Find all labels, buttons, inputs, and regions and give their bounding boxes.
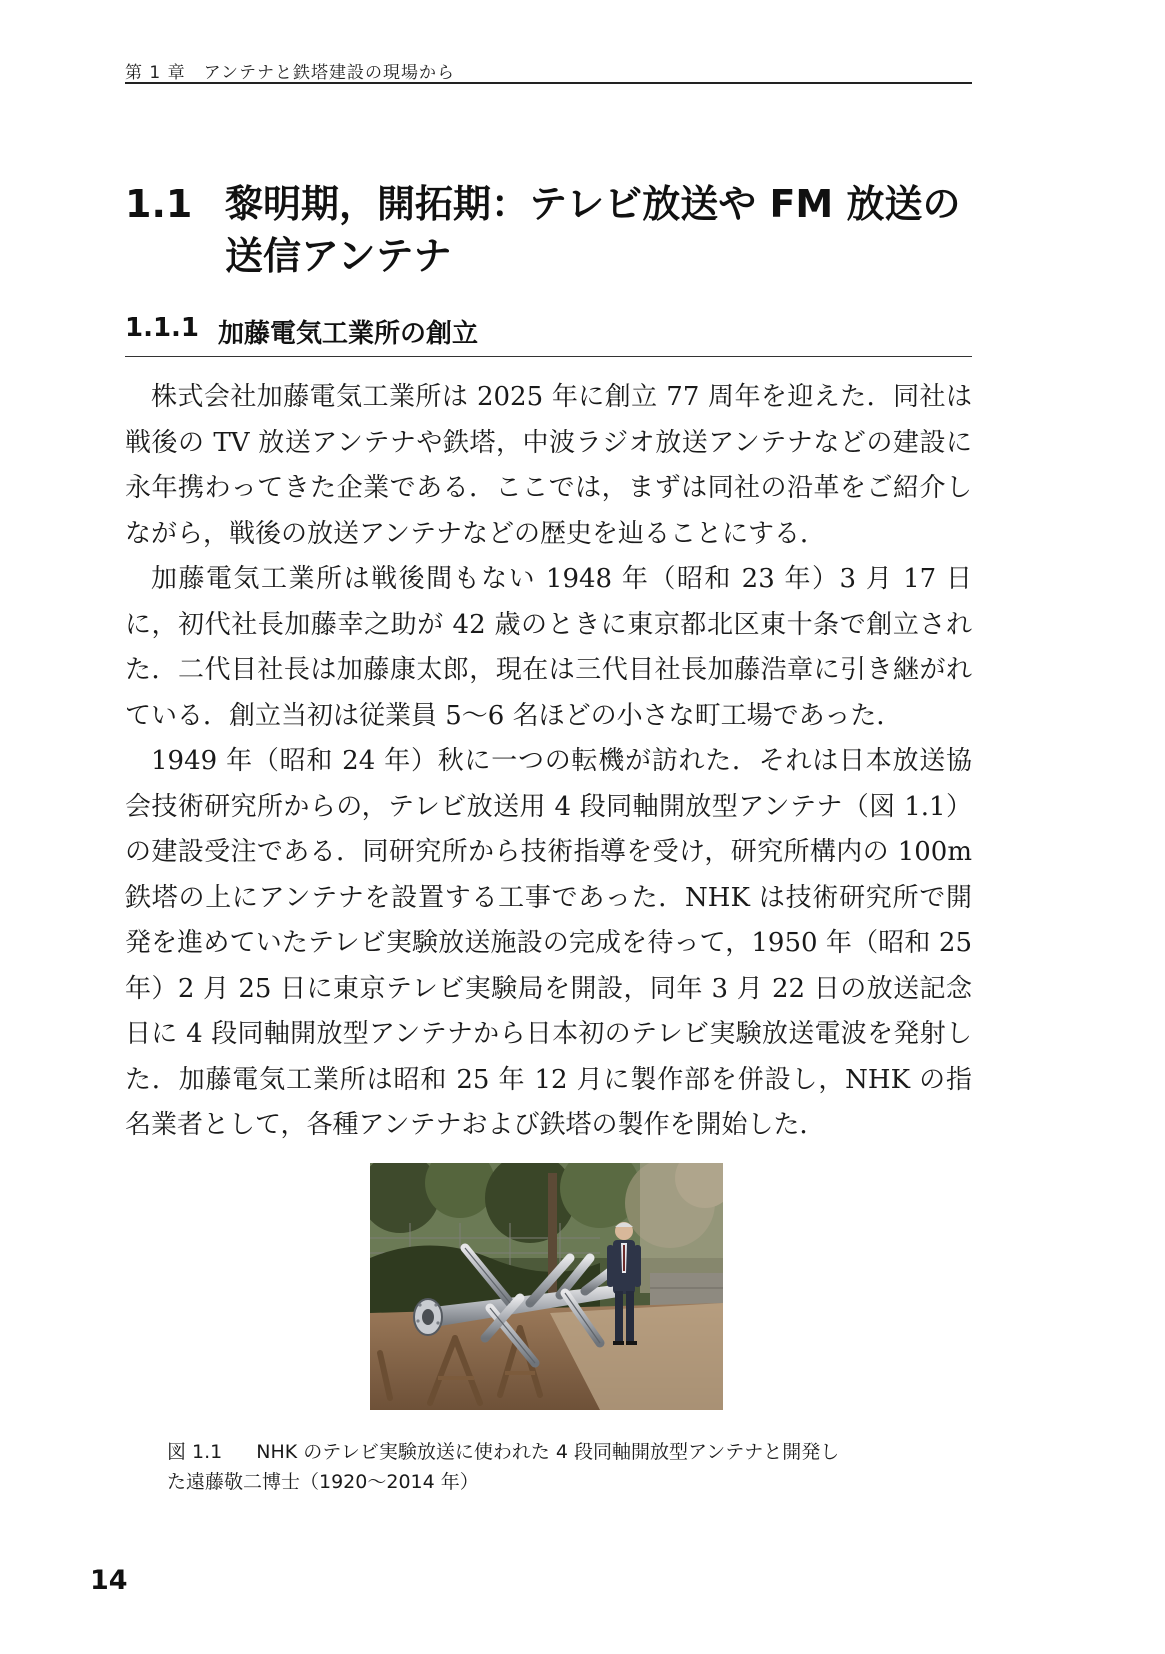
figure-caption-line1: NHK のテレビ実験放送に使われた 4 段同軸開放型アンテナと開発し — [256, 1441, 840, 1463]
figure-caption — [167, 1437, 967, 1497]
header-rule — [125, 82, 972, 84]
section-number: 1.1 — [125, 182, 193, 226]
paragraph: 1949 年（昭和 24 年）秋に一つの転機が訪れた．それは日本放送協会技術研究所からの，テレビ放送用 4 段同軸開放型アンテナ（図 1.1）の建設受注である．同研究所から技術指導を受け，研究所構内の 100m 鉄塔の上にアンテナを設置する工事であった．NHK は技術研究所で開発を進めていたテレビ実験放送施設の完成を待って，1950 年（昭和 25 年）2 月 25 日に東京テレビ実験局を開設，同年 3 月 22 日の放送記念日に 4 段同軸開放型アンテナから日本初のテレビ実験放送電波を発射した．加藤電気工業所は昭和 25 年 12 月に製作部を併設し，NHK の指名業者として，各種アンテナおよび鉄塔の製作を開始した． — [125, 746, 972, 1140]
paragraph: 株式会社加藤電気工業所は 2025 年に創立 77 周年を迎えた．同社は戦後の TV 放送アンテナや鉄塔，中波ラジオ放送アンテナなどの建設に永年携わってきた企業である．ここでは，まずは同社の沿革をご紹介しながら，戦後の放送アンテナなどの歴史を辿ることにする． — [125, 382, 972, 549]
running-header: 第 1 章 アンテナと鉄塔建設の現場から — [125, 63, 455, 83]
figure-label: 図 1.1 — [167, 1441, 223, 1463]
figure-photo — [370, 1163, 723, 1410]
section-title-line1: 黎明期，開拓期：テレビ放送や FM 放送の — [225, 182, 961, 226]
section-title-text — [225, 178, 985, 282]
paragraph: 加藤電気工業所は戦後間もない 1948 年（昭和 23 年）3 月 17 日に，初代社長加藤幸之助が 42 歳のときに東京都北区東十条で創立された．二代目社長は加藤康太郎，現在は三代目社長加藤浩章に引き継がれている．創立当初は従業員 5〜6 名ほどの小さな町工場であった． — [125, 564, 972, 731]
subsection-number: 1.1.1 — [125, 313, 200, 343]
subsection-rule — [125, 356, 972, 357]
section-title-line2: 送信アンテナ — [225, 234, 452, 278]
body-text — [125, 375, 972, 1149]
subsection-title-text: 加藤電気工業所の創立 — [218, 319, 479, 349]
page-number: 14 — [90, 1565, 128, 1596]
figure-caption-line2: た遠藤敬二博士（1920〜2014 年） — [167, 1471, 479, 1493]
